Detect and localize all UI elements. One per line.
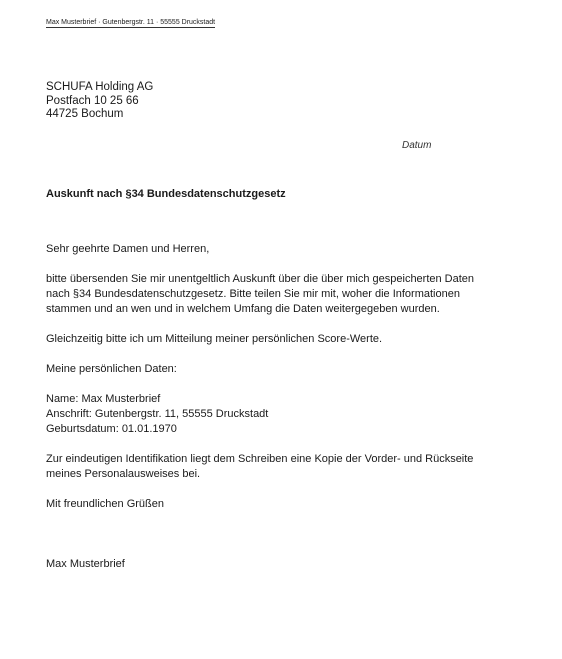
body-line: nach §34 Bundesdatenschutzgesetz. Bitte teilen Sie mir mit, woher die Informationen [46, 288, 460, 300]
personal-name: Name: Max Musterbrief [46, 393, 161, 405]
body-line: stammen und an wen und in welchem Umfang die Daten weitergegeben wurden. [46, 303, 440, 315]
signature-name: Max Musterbrief [46, 558, 125, 570]
personal-address: Anschrift: Gutenbergstr. 11, 55555 Druckstadt [46, 408, 269, 420]
recipient-line-postbox: Postfach 10 25 66 [46, 94, 139, 107]
body-paragraph-id-copy [46, 452, 473, 482]
body-paragraph-data-intro: Meine persönlichen Daten: [46, 363, 177, 375]
body-paragraph-request [46, 272, 474, 317]
sender-return-address: Max Musterbrief · Gutenbergstr. 11 · 55555 Druckstadt [46, 19, 216, 26]
personal-birthdate: Geburtsdatum: 01.01.1970 [46, 423, 177, 435]
closing-phrase: Mit freundlichen Grüßen [46, 498, 164, 510]
personal-data-block [46, 392, 268, 437]
recipient-address [46, 81, 153, 122]
body-line: bitte übersenden Sie mir unentgeltlich Auskunft über die über mich gespeicherten Daten [46, 273, 475, 285]
salutation: Sehr geehrte Damen und Herren, [46, 243, 210, 255]
letter-subject: Auskunft nach §34 Bundesdatenschutzgesetz [46, 188, 286, 200]
body-paragraph-score: Gleichzeitig bitte ich um Mitteilung meiner persönlichen Score-Werte. [46, 333, 383, 345]
body-line: meines Personalausweises bei. [46, 468, 201, 480]
date-placeholder: Datum [402, 140, 432, 151]
recipient-line-company: SCHUFA Holding AG [46, 81, 154, 93]
recipient-line-city: 44725 Bochum [46, 108, 124, 120]
body-line: Zur eindeutigen Identifikation liegt dem Schreiben eine Kopie der Vorder- und Rückseite [46, 453, 474, 465]
